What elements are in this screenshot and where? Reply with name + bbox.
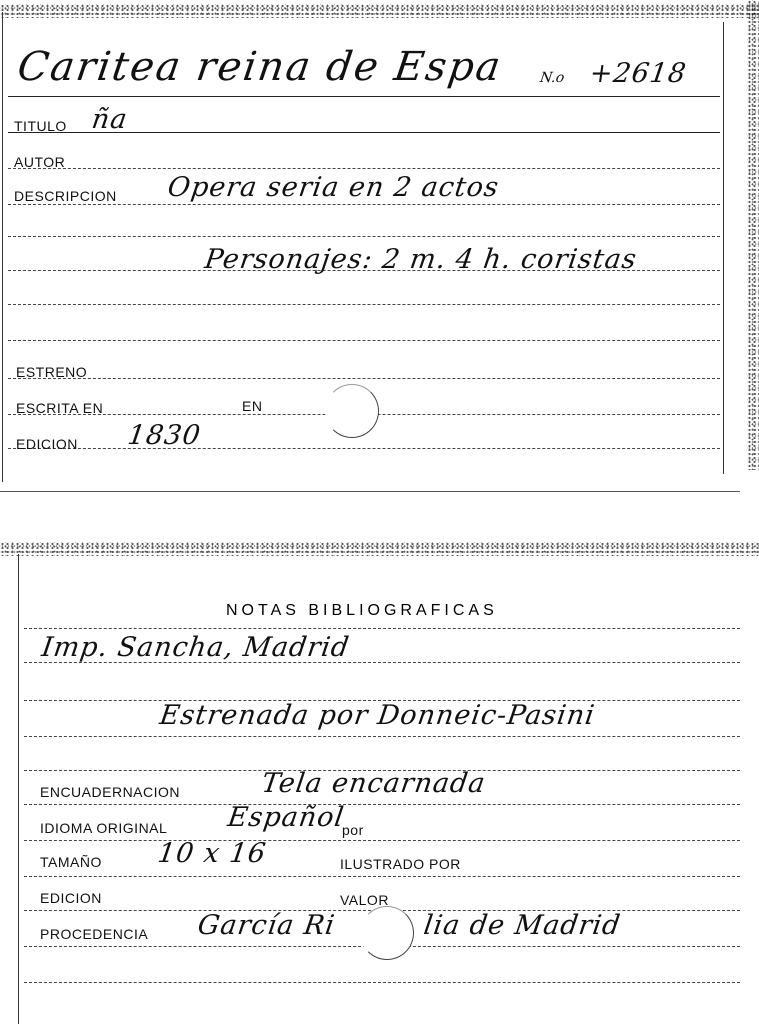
ruled-line bbox=[24, 876, 740, 877]
ruled-line bbox=[8, 204, 720, 205]
ruled-line bbox=[8, 340, 720, 341]
ruled-line bbox=[8, 448, 720, 449]
autor-label: AUTOR bbox=[14, 154, 66, 170]
idioma-label: IDIOMA ORIGINAL bbox=[40, 820, 168, 836]
tamano-value: 10 x 16 bbox=[155, 838, 269, 869]
procedencia-label: PROCEDENCIA bbox=[40, 926, 149, 942]
en-label: EN bbox=[242, 398, 263, 414]
por-label: por bbox=[342, 822, 364, 838]
encuadernacion-label: ENCUADERNACION bbox=[40, 784, 181, 800]
card-left-border bbox=[18, 554, 19, 1024]
number-label: N.o bbox=[538, 70, 566, 86]
edicion-label: EDICION bbox=[16, 436, 78, 452]
descripcion-label: DESCRIPCION bbox=[14, 188, 117, 204]
ruled-line bbox=[24, 628, 740, 629]
ruled-line bbox=[8, 236, 720, 237]
ruled-line bbox=[8, 304, 720, 305]
procedencia-value-a: García Ri bbox=[195, 910, 338, 941]
punch-hole bbox=[325, 384, 379, 438]
bottom-catalog-card bbox=[0, 540, 759, 1028]
escrita-en-label: ESCRITA EN bbox=[16, 400, 104, 416]
ruled-line bbox=[8, 96, 720, 97]
descripcion-value: Opera seria en 2 actos bbox=[165, 172, 502, 203]
edicion-value: 1830 bbox=[125, 420, 203, 451]
punch-hole bbox=[360, 906, 414, 960]
ruled-line bbox=[8, 168, 720, 169]
ilustrado-label: ILUSTRADO POR bbox=[340, 856, 461, 872]
top-catalog-card bbox=[0, 0, 759, 490]
card-left-border bbox=[2, 12, 3, 482]
ruled-line bbox=[24, 736, 740, 737]
notes-heading: NOTAS BIBLIOGRAFICAS bbox=[226, 602, 498, 619]
scan-noise-right bbox=[747, 0, 759, 470]
ruled-line bbox=[24, 804, 740, 805]
tamano-label: TAMAÑO bbox=[40, 854, 102, 870]
catalog-number: +2618 bbox=[587, 58, 689, 89]
estreno-label: ESTRENO bbox=[16, 364, 88, 380]
titulo-label: TITULO bbox=[14, 118, 67, 134]
scan-noise-top bbox=[0, 4, 759, 18]
scan-noise-top bbox=[0, 542, 759, 556]
procedencia-value-b: lia de Madrid bbox=[421, 910, 623, 941]
valor-label: VALOR bbox=[340, 892, 389, 908]
edicion-label: EDICION bbox=[40, 890, 102, 906]
handwritten-title: Caritea reina de Espa bbox=[14, 44, 505, 90]
personajes-value: Personajes: 2 m. 4 h. coristas bbox=[202, 244, 639, 275]
ruled-line bbox=[24, 840, 740, 841]
card-separator bbox=[0, 491, 740, 492]
ruled-line bbox=[24, 982, 740, 983]
titulo-value: ña bbox=[89, 104, 130, 135]
note-line-1: Imp. Sancha, Madrid bbox=[39, 632, 352, 663]
ruled-line bbox=[8, 378, 720, 379]
note-line-2: Estrenada por Donneic-Pasini bbox=[157, 700, 598, 731]
card-right-border bbox=[723, 22, 724, 474]
encuadernacion-value: Tela encarnada bbox=[259, 768, 488, 799]
idioma-value: Español bbox=[225, 802, 347, 833]
